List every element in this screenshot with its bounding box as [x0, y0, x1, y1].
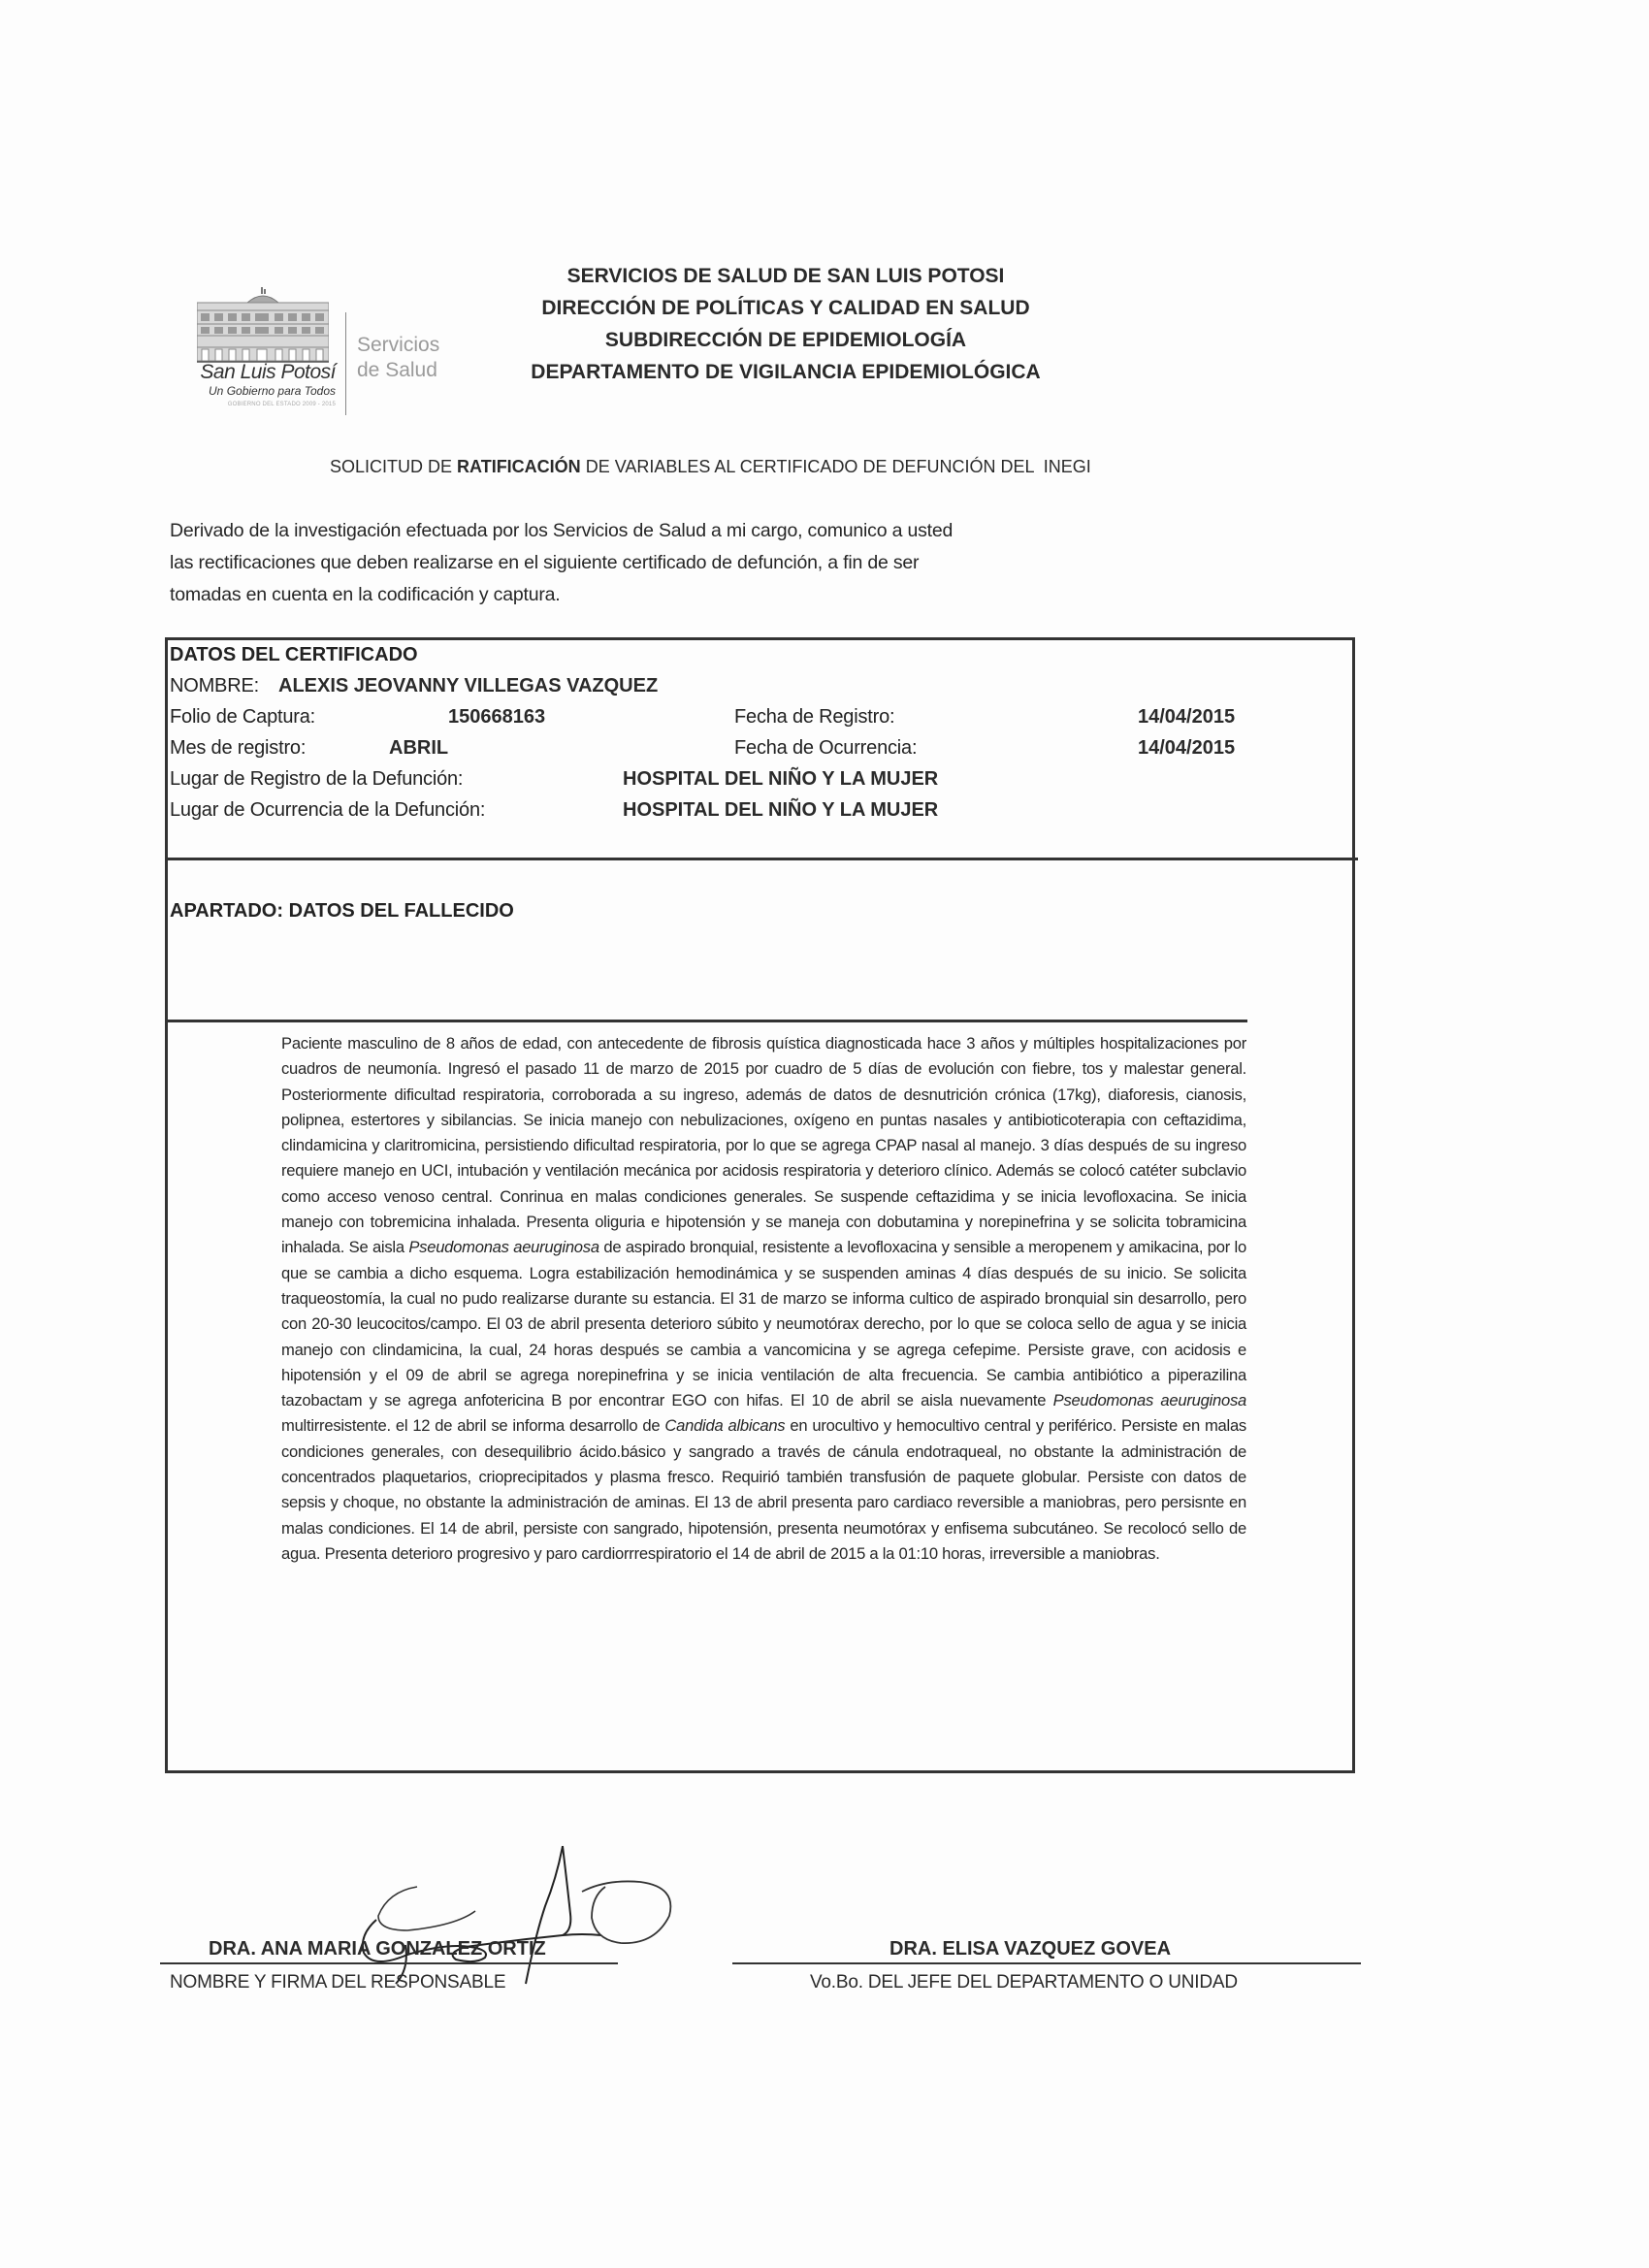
lugar-ocurrencia-label: Lugar de Ocurrencia de la Defunción:	[170, 799, 486, 821]
subtitle-prefix: SOLICITUD DE	[330, 457, 458, 476]
state-government-logo-building	[197, 287, 329, 363]
logo-tagline: Un Gobierno para Todos	[209, 384, 336, 398]
mes-registro-value: ABRIL	[389, 737, 449, 759]
lugar-registro-value: HOSPITAL DEL NIÑO Y LA MUJER	[623, 768, 939, 790]
narrative-organism-2: Pseudomonas aeuruginosa	[1052, 1391, 1246, 1410]
narrative-divider	[165, 1020, 1247, 1022]
intro-line-3: tomadas en cuenta en la codificación y captura.	[170, 584, 561, 605]
name-label: NOMBRE:	[170, 675, 259, 697]
logo-city-name: San Luis Potosí	[200, 361, 336, 383]
lugar-ocurrencia-value: HOSPITAL DEL NIÑO Y LA MUJER	[623, 799, 939, 821]
clinical-narrative	[281, 1031, 1246, 1567]
narrative-organism-1: Pseudomonas aeuruginosa	[408, 1238, 599, 1257]
section-divider	[165, 858, 1358, 860]
header-line-2: DIRECCIÓN DE POLÍTICAS Y CALIDAD EN SALUD	[541, 297, 1030, 319]
narrative-part-3: multirresistente. el 12 de abril se informa desarrollo de	[281, 1416, 665, 1436]
logo-agency-line2: de Salud	[357, 359, 437, 381]
folio-label: Folio de Captura:	[170, 706, 316, 728]
intro-paragraph	[170, 515, 1140, 611]
responsible-caption: NOMBRE Y FIRMA DEL RESPONSABLE	[170, 1972, 506, 1993]
document-subtitle	[330, 457, 1203, 477]
fecha-registro-value: 14/04/2015	[1138, 706, 1236, 728]
department-head-name: DRA. ELISA VAZQUEZ GOVEA	[889, 1938, 1172, 1960]
certificate-section-title: DATOS DEL CERTIFICADO	[170, 644, 418, 665]
subtitle-suffix: DE VARIABLES AL CERTIFICADO DE DEFUNCIÓN DEL INEGI	[580, 457, 1091, 476]
logo-divider	[345, 312, 346, 415]
logo-government-period: GOBIERNO DEL ESTADO 2009 - 2015	[227, 402, 336, 407]
handwritten-signature	[320, 1838, 689, 1993]
government-palace-icon	[197, 287, 329, 363]
folio-value: 150668163	[448, 706, 546, 728]
header-line-1: SERVICIOS DE SALUD DE SAN LUIS POTOSI	[566, 265, 1005, 287]
name-value: ALEXIS JEOVANNY VILLEGAS VAZQUEZ	[278, 675, 659, 697]
narrative-part-4: en urocultivo y hemocultivo central y periférico. Persiste en malas condiciones generales, con desequilibrio ácido.básico y sangrado a través de cánula endotraqueal, no obstante la administración de concentrados plaquetarios, crioprecipitados y plasma fresco. Requirió también transfusión de paquete globular. Persiste con datos de sepsis y choque, no obstante la administración de aminas. El 13 de abril presenta paro cardiaco reversible a maniobras, pero persisnte en malas condiciones. El 14 de abril, persiste con sangrado, hipotensión, presenta neumotórax y enfisema subcutáneo. Se recolocó sello de agua. Presenta deterioro progresivo y paro cardiorrrespiratorio el 14 de abril de 2015 a la 01:10 horas, irreversible a maniobras.	[281, 1416, 1246, 1563]
department-head-caption: Vo.Bo. DEL JEFE DEL DEPARTAMENTO O UNIDAD	[810, 1972, 1238, 1993]
lugar-registro-label: Lugar de Registro de la Defunción:	[170, 768, 464, 790]
narrative-organism-3: Candida albicans	[664, 1416, 786, 1436]
responsible-name: DRA. ANA MARIA GONZALEZ ORTIZ	[209, 1938, 546, 1960]
responsible-signature-line	[160, 1962, 618, 1964]
fecha-ocurrencia-label: Fecha de Ocurrencia:	[734, 737, 918, 759]
fecha-registro-label: Fecha de Registro:	[734, 706, 895, 728]
mes-registro-label: Mes de registro:	[170, 737, 307, 759]
subtitle-emphasis: RATIFICACIÓN	[457, 457, 581, 476]
narrative-part-2: de aspirado bronquial, resistente a levofloxacina y sensible a meropenem y amikacina, por lo que se cambia a dicho esquema. Logra estabilización hemodinámica y se suspenden aminas 4 días después de su inicio. Se solicita traqueostomía, la cual no pudo realizarse durante su estancia. El 31 de marzo se informa cultico de aspirado bronquial sin desarrollo, pero con 20-30 leucocitos/campo. El 03 de abril presenta deterioro súbito y neumotórax derecho, por lo que se coloca sello de agua y se inicia manejo con clindamicina, la cual, 24 horas después se cambia a vancomicina y se agrega cefepime. Persiste grave, con acidosis e hipotensión y el 09 de abril se agrega norepinefrina y se inicia ventilación de alta frecuencia. Se cambia antibiótico a piperazilina tazobactam y se agrega anfotericina B por encontrar EGO con hifas. El 10 de abril se aisla nuevamente	[281, 1238, 1246, 1410]
header-line-3: SUBDIRECCIÓN DE EPIDEMIOLOGÍA	[604, 329, 967, 351]
deceased-section-title: APARTADO: DATOS DEL FALLECIDO	[170, 900, 514, 922]
header-line-4: DEPARTAMENTO DE VIGILANCIA EPIDEMIOLÓGICA	[531, 361, 1041, 383]
intro-line-1: Derivado de la investigación efectuada por los Servicios de Salud a mi cargo, comunico a usted	[170, 520, 954, 541]
department-head-signature-line	[732, 1962, 1361, 1964]
fecha-ocurrencia-value: 14/04/2015	[1138, 737, 1236, 759]
intro-line-2: las rectificaciones que deben realizarse en el siguiente certificado de defunción, a fin de ser	[170, 552, 920, 573]
logo-agency-line1: Servicios	[357, 334, 440, 356]
narrative-part-1: Paciente masculino de 8 años de edad, con antecedente de fibrosis quística diagnosticada hace 3 años y múltiples hospitalizaciones por cuadros de neumonía. Ingresó el pasado 11 de marzo de 2015 por cuadro de 5 días de evolución con fiebre, tos y malestar general. Posteriormente dificultad respiratoria, corroborada a su ingreso, además de datos de desnutrición crónica (17kg), diaforesis, cianosis, polipnea, estertores y sibilancias. Se inicia manejo con nebulizaciones, oxígeno en puntas nasales y antibioticoterapia con ceftazidima, clindamicina y claritromicina, persistiendo dificultad respiratoria, por lo que se agrega CPAP nasal al manejo. 3 días después de su ingreso requiere manejo en UCI, intubación y ventilación mecánica por acidosis respiratoria y deterioro clínico. Además se colocó catéter subclavio como acceso venoso central. Conrinua en malas condiciones generales. Se suspende ceftazidima y se inicia levofloxacina. Se inicia manejo con tobremicina inhalada. Presenta oliguria e hipotensión y se maneja con dobutamina y norepinefrina y se solicita tobramicina inhalada. Se aisla	[281, 1034, 1246, 1257]
